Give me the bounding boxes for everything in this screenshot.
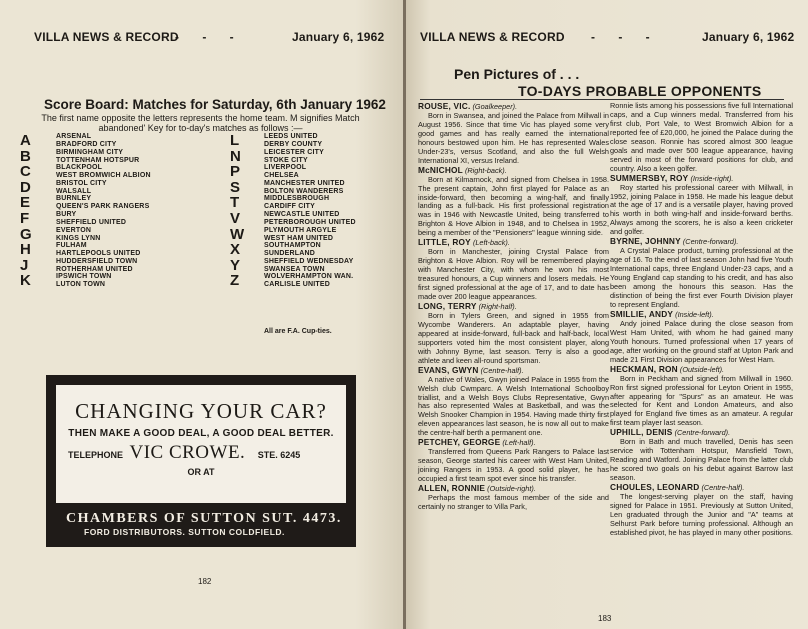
fixture-row (20, 211, 210, 227)
pen-pictures-column-2 (610, 102, 793, 538)
fixture-letter: Z (230, 272, 240, 290)
fixture-home-team: SOUTHAMPTON (264, 242, 321, 250)
running-head-dashes: - - - (175, 30, 244, 44)
fixture-home-team: MANCHESTER UNITED (264, 179, 345, 187)
player-bio: Andy joined Palace during the close season from West Ham United, with whom he had gained many Youth honours. Turned professional when 17 years of age, after working on the ground staff at Upton Park and made 21 First Division appearances for West Ham. (610, 318, 793, 364)
fixture-away-team: DERBY COUNTY (264, 141, 323, 148)
fixture-home-team: WOLVERHAMPTON WAN. (264, 273, 354, 281)
player-bio: The longest-serving player on the staff, having signed for Palace in 1951. Previously at Sutton United, Len graduated through the Junior and "A" teams at Selhurst Park before turning professional. Although an established pivot, he has played in many other positions. (610, 491, 793, 537)
fixture-row (230, 211, 400, 227)
fixture-letter: A (20, 132, 32, 149)
fixture-letter: C (20, 163, 32, 181)
advert-or-at: OR AT (187, 467, 215, 477)
fixture-home-team: BRISTOL CITY (56, 179, 107, 187)
fixture-letter: L (230, 132, 240, 149)
fixture-home-team: FULHAM (56, 242, 87, 250)
fixture-letter: X (230, 241, 241, 259)
fixture-letter: G (20, 225, 32, 243)
fixture-home-team: LIVERPOOL (264, 164, 307, 172)
fixture-home-team: MIDDLESBROUGH (264, 195, 330, 203)
fixture-home-team: EVERTON (56, 226, 92, 234)
player-name: ALLEN, RONNIE (418, 483, 486, 494)
fixture-row (230, 195, 400, 211)
player-profile (610, 102, 793, 174)
fixture-away-team: CARDIFF CITY (264, 203, 316, 211)
player-name: SMILLIE, ANDY (610, 308, 674, 319)
fixtures-left-column (20, 133, 210, 289)
player-position: (Centre-half). (480, 365, 524, 375)
fixture-letter: B (20, 147, 32, 165)
fixture-letter: E (20, 194, 31, 212)
player-bio: Perhaps the most famous member of the side and certainly no stranger to Villa Park, (418, 492, 609, 511)
player-profile (610, 310, 793, 365)
fixture-row (20, 195, 210, 211)
player-profile (418, 238, 609, 302)
running-head-date: January 6, 1962 (702, 30, 795, 44)
player-bio: A Crystal Palace product, turning professional at the age of 16. To the end of last season John had five Youth International caps, three England Under-23 caps, and a Young England cap standing to his credit, and has also been among the honours this season. Has the distinction of being the first ever Fourth Division player to represent England. (610, 246, 793, 309)
player-position: (Left-back). (472, 238, 510, 248)
player-position: (Outside-left). (679, 364, 725, 374)
fixture-away-team: CHELSEA (264, 172, 299, 180)
fixture-row (20, 164, 210, 180)
title-rule (420, 99, 784, 100)
fixture-away-team: LUTON TOWN (56, 281, 106, 289)
player-profile (610, 365, 793, 429)
fixture-row (230, 149, 400, 165)
fixture-home-team: LEEDS UNITED (264, 133, 318, 140)
running-head-publication: VILLA NEWS & RECORD (420, 30, 565, 44)
fixture-row (20, 133, 210, 149)
fixture-row (230, 242, 400, 258)
player-bio: Roy started his professional career with Millwall, in 1952, joining Palace in 1958. He made his league debut at the age of 17 and is a versatile player, having proved his worth in both wing-half and inside-forward berths. Always among the scorers, he is also a keen cricketer and golfer. (610, 182, 793, 237)
fixture-row (230, 164, 400, 180)
player-bio: Born in Bath and much travelled, Denis has seen service with Tottenham Hotspur, Mansfield Town, Reading and Watford. Joining Palace from the latter club he scored two goals on his debut against Barrow last season. (610, 437, 793, 483)
fixture-away-team: PETERBOROUGH UNITED (264, 218, 356, 226)
player-profile (610, 483, 793, 538)
advert-phone: STE. 6245 (257, 450, 301, 460)
player-profile (610, 428, 793, 483)
player-position: (Inside-right). (690, 173, 734, 183)
player-profile (418, 166, 609, 239)
player-bio: Transferred from Queens Park Rangers to Palace last season, George started his career with West Ham United, joining Rangers in 1953. A good solid player, he has occupied a first team spot ever since his transfer. (418, 447, 609, 484)
fixture-row (230, 180, 400, 196)
running-head-date: January 6, 1962 (292, 30, 385, 44)
player-name: ROUSE, VIC. (418, 101, 471, 111)
fixture-away-team: HARTLEPOOLS UNITED (56, 250, 141, 258)
fixture-away-team: BRADFORD CITY (56, 141, 117, 148)
advert-chambers: CHAMBERS OF SUTTON SUT. 4473. (66, 511, 342, 526)
player-bio: Ronnie lists among his possessions five full International caps, and a Cup winners medal. Transferred from his first club, Port Vale, to West Bromwich Albion for a reported fee of £20,000, he joined the Palace during the close season. Ronnie has scored almost 300 league goals and made over 500 league appearance, having served in most of the forward positions for club, and country. Also a keen golfer. (610, 101, 793, 173)
fixture-row (20, 242, 210, 258)
running-head-dashes: - - - (591, 30, 660, 44)
player-name: McNICHOL (418, 164, 463, 175)
advert-contact-line (68, 442, 346, 464)
player-position: (Right-half). (478, 301, 517, 311)
player-profile (418, 366, 609, 439)
fixture-letter: D (20, 178, 32, 196)
player-position: (Centre-half). (701, 483, 745, 493)
fixture-letter: F (20, 209, 30, 227)
player-name: EVANS, GWYN (418, 364, 479, 375)
player-profile (610, 237, 793, 310)
player-position: (Centre-forward). (674, 428, 731, 438)
fixture-letter: H (20, 241, 32, 259)
fixture-home-team: HUDDERSFIELD TOWN (56, 257, 138, 265)
fixture-away-team: SWANSEA TOWN (264, 265, 325, 273)
player-position: (Goalkeeper). (472, 102, 518, 111)
player-profile (418, 302, 609, 366)
player-name: SUMMERSBY, ROY (610, 172, 689, 183)
fixture-row (20, 273, 210, 289)
fixture-row (230, 258, 400, 274)
fixture-row (20, 149, 210, 165)
fixture-letter: T (230, 194, 240, 212)
advert-panel (56, 385, 346, 503)
player-name: BYRNE, JOHNNY (610, 236, 681, 247)
fixture-row (230, 227, 400, 243)
fixture-away-team: STOKE CITY (264, 156, 308, 164)
player-name: CHOULES, LEONARD (610, 482, 700, 493)
player-name: HECKMAN, RON (610, 363, 678, 374)
fixture-row (20, 180, 210, 196)
fixture-letter: N (230, 147, 242, 165)
pen-pictures-column-1 (418, 102, 609, 512)
fixture-letter: V (230, 209, 241, 227)
fixture-letter: W (230, 225, 245, 243)
advert-footer: FORD DISTRIBUTORS. SUTTON COLDFIELD. (84, 527, 285, 537)
player-profile (418, 438, 609, 484)
player-profile (418, 484, 609, 512)
fixture-away-team: CARLISLE UNITED (264, 281, 330, 289)
fixture-away-team: QUEEN'S PARK RANGERS (56, 203, 150, 211)
player-position: (Inside-left). (675, 309, 714, 319)
player-bio: Born in Manchester, joining Crystal Palace from Brighton & Hove Albion. Roy will be remembered playing with Manchester City, with whom he won his most treasured honours, a Cup winners and losers medals. He first signed professional at the age of 17, and to date has made over 200 league appearances. (418, 247, 609, 302)
page-number-left: 182 (198, 577, 212, 586)
fixture-letter: Y (230, 256, 241, 274)
fixture-away-team: KINGS LYNN (56, 234, 101, 242)
player-profile (418, 102, 609, 166)
fixture-home-team: NEWCASTLE UNITED (264, 210, 340, 218)
fixture-home-team: SHEFFIELD WEDNESDAY (264, 257, 354, 265)
player-bio: Born in Peckham and signed from Millwall in 1960. Ron first signed professional for Leyton Orient in 1955, after appearing for "Spurs" as an amateur. He was selected for Kent and London Amateurs, and also played for England five times as an amateur. A regular first team player last season. (610, 373, 793, 428)
advert-telephone-label: TELEPHONE (68, 450, 124, 460)
fixture-home-team: BIRMINGHAM CITY (56, 148, 124, 156)
player-bio: A native of Wales, Gwyn joined Palace in 1955 from the Welsh club Cwmparc. A Welsh International Schoolboy triallist, and a Welsh Boys Clubs Representative, Gwyn has also represented Wales at Basketball, and was the Welsh Snooker Champion in 1954. Having made thirty first eleven appearances last season, he is now all out to make the centre-half berth a permanent one. (418, 374, 609, 438)
scoreboard-title: Score Board: Matches for Saturday, 6th January 1962 (44, 97, 386, 112)
player-bio: Born in Swansea, and joined the Palace from Millwall in August 1956. Since that time Vic has played some very good games and has really earned the international honours bestowed upon him. He has represented Wales Under-23's, versus Scotland, and also the full Welsh International XI, versus Ireland. (418, 110, 609, 165)
opponents-title: TO-DAYS PROBABLE OPPONENTS (518, 83, 762, 99)
fixture-row (20, 258, 210, 274)
fixture-home-team: LEICESTER CITY (264, 148, 324, 156)
fixture-home-team: BLACKPOOL (56, 164, 103, 172)
fixture-home-team: PLYMOUTH ARGYLE (264, 226, 337, 234)
fixture-away-team: WALSALL (56, 187, 92, 195)
player-position: (Outside-right). (487, 484, 536, 494)
advert-footer-bar (56, 503, 346, 539)
fixture-away-team: TOTTENHAM HOTSPUR (56, 156, 140, 164)
fixture-away-team: WEST HAM UNITED (264, 234, 334, 242)
right-page (406, 0, 808, 629)
player-bio: Born at Kilmarnock, and signed from Chelsea in 1958. The present captain, John first played for Palace as an inside-forward, then becoming a wing-half, and finally landing as a full-back. His first professional registration was in 1946 with Newcastle United, being transferred to Brighton & Hove Albion in 1948, and to Chelsea in 1952, being a member of the "Pensioners" league winning side. (418, 174, 609, 238)
fixture-home-team: BURNLEY (56, 195, 92, 203)
fixture-away-team: ROTHERHAM UNITED (56, 265, 133, 273)
fixture-away-team: BOLTON WANDERERS (264, 187, 344, 195)
fixture-home-team: ARSENAL (56, 133, 92, 140)
fa-cup-note: All are F.A. Cup-ties. (264, 328, 332, 335)
fixture-letter: S (230, 178, 241, 196)
pen-pictures-title: Pen Pictures of . . . (454, 66, 580, 82)
fixture-away-team: SHEFFIELD UNITED (56, 218, 127, 226)
player-position: (Left-half). (502, 438, 536, 448)
player-position: (Right-back). (464, 165, 507, 175)
player-profile (610, 174, 793, 238)
fixture-letter: K (20, 272, 32, 290)
advert-headline: CHANGING YOUR CAR? (75, 399, 327, 423)
player-name: PETCHEY, GEORGE (418, 437, 501, 448)
fixture-letter: P (230, 163, 241, 181)
player-bio: Born in Tylers Green, and signed in 1955 from Wycombe Wanderers. An adaptable player, having appeared at inside-forward, full-back and half-back, local supporters voted him the most consistent player, along with Johnny Byrne, last season. Terry is also a good athlete and keen all-round sportsman. (418, 310, 609, 365)
scoreboard-note: The first name opposite the letters represents the home team. M signifies Match abandoned' Key for to-day's matches as follows :— (41, 113, 360, 133)
fixture-home-team: IPSWICH TOWN (56, 273, 112, 281)
fixtures-right-column (230, 133, 400, 289)
running-head-publication: VILLA NEWS & RECORD (34, 30, 179, 44)
fixture-home-team: BURY (56, 210, 77, 218)
fixture-away-team: SUNDERLAND (264, 250, 315, 258)
fixture-row (230, 273, 400, 289)
advert-tagline: THEN MAKE A GOOD DEAL, A GOOD DEAL BETTER. (68, 428, 334, 439)
fixture-row (230, 133, 400, 149)
fixture-row (20, 227, 210, 243)
fixture-letter: J (20, 256, 29, 274)
car-dealer-advert (46, 375, 356, 547)
player-position: (Centre-forward). (682, 237, 739, 247)
advert-dealer-name: VIC CROWE. (129, 442, 246, 463)
page-number-right: 183 (598, 614, 612, 623)
player-name: UPHILL, DENIS (610, 427, 673, 438)
player-name: LONG, TERRY (418, 300, 477, 311)
fixture-away-team: WEST BROMWICH ALBION (56, 172, 151, 180)
player-name: LITTLE, ROY (418, 237, 471, 248)
